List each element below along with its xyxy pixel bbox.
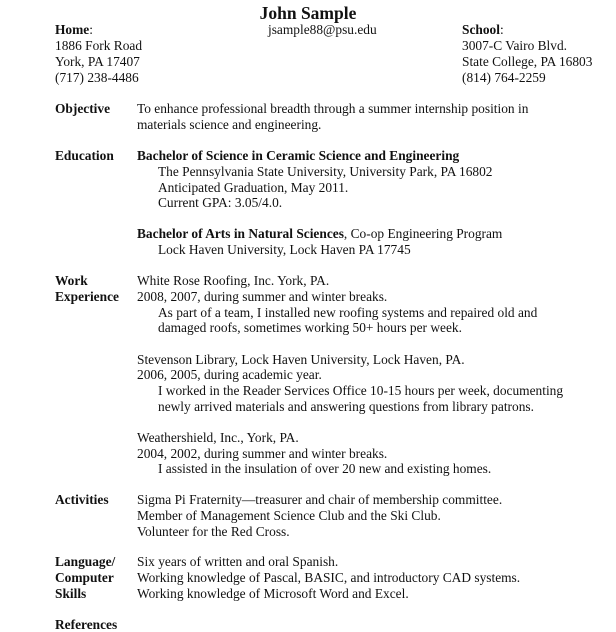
email-address[interactable]: jsample88@psu.edu <box>268 22 377 37</box>
degree2-school: Lock Haven University, Lock Haven PA 17745 <box>158 242 411 257</box>
home-address-line2: York, PA 17407 <box>55 54 140 69</box>
objective-label: Objective <box>55 101 111 116</box>
home-address-line1: 1886 Fork Road <box>55 38 143 53</box>
job2-description: I worked in the Reader Services Office 10-15 hours per week, documenting <box>158 383 564 398</box>
skill-item: Working knowledge of Microsoft Word and Excel. <box>137 586 409 601</box>
job3-employer: Weathershield, Inc., York, PA. <box>137 430 299 445</box>
objective-line: materials science and engineering. <box>137 117 322 132</box>
school-address-line2: State College, PA 16803 <box>462 54 593 69</box>
degree1-gpa: Current GPA: 3.05/4.0. <box>158 195 283 210</box>
applicant-name: John Sample <box>259 3 357 23</box>
skill-item: Six years of written and oral Spanish. <box>137 554 339 569</box>
experience-label: Experience <box>55 289 119 304</box>
degree2-heading <box>137 226 502 241</box>
home-label: Home <box>55 22 90 37</box>
job2-dates: 2006, 2005, during academic year. <box>137 367 322 382</box>
job3-description: I assisted in the insulation of over 20 new and existing homes. <box>158 461 492 476</box>
degree1-school: The Pennsylvania State University, University Park, PA 16802 <box>158 164 493 179</box>
home-phone: (717) 238-4486 <box>55 70 139 85</box>
job1-description: As part of a team, I installed new roofing systems and repaired old and <box>158 305 538 320</box>
school-heading: School: <box>462 22 504 37</box>
skill-item: Working knowledge of Pascal, BASIC, and introductory CAD systems. <box>137 570 521 585</box>
education-label: Education <box>55 148 114 163</box>
school-phone: (814) 764-2259 <box>462 70 546 85</box>
job1-employer: White Rose Roofing, Inc. York, PA. <box>137 273 330 288</box>
activity-item: Member of Management Science Club and the Ski Club. <box>137 508 441 523</box>
degree2-program: , Co-op Engineering Program <box>343 226 503 241</box>
job1-dates: 2008, 2007, during summer and winter breaks. <box>137 289 388 304</box>
job2-description: newly arrived materials and answering questions from library patrons. <box>158 399 534 414</box>
degree2-title: Bachelor of Arts in Natural Sciences <box>137 226 344 241</box>
home-heading: Home: <box>55 22 93 37</box>
degree1-graduation: Anticipated Graduation, May 2011. <box>158 180 349 195</box>
skills-label-line2: Computer <box>55 570 114 585</box>
job1-description: damaged roofs, sometimes working 50+ hours per week. <box>158 320 462 335</box>
skills-label-line1: Language/ <box>55 554 116 569</box>
school-label: School <box>462 22 500 37</box>
activities-label: Activities <box>55 492 109 507</box>
skills-label-line3: Skills <box>55 586 87 601</box>
references-label: References <box>55 617 118 632</box>
school-address-line1: 3007-C Vairo Blvd. <box>462 38 568 53</box>
activity-item: Sigma Pi Fraternity—treasurer and chair of membership committee. <box>137 492 503 507</box>
activity-item: Volunteer for the Red Cross. <box>137 524 290 539</box>
job2-employer: Stevenson Library, Lock Haven University, Lock Haven, PA. <box>137 352 465 367</box>
work-label: Work <box>55 273 88 288</box>
objective-line: To enhance professional breadth through a summer internship position in <box>137 101 529 116</box>
degree1-title: Bachelor of Science in Ceramic Science and Engineering <box>137 148 460 163</box>
job3-dates: 2004, 2002, during summer and winter breaks. <box>137 446 388 461</box>
